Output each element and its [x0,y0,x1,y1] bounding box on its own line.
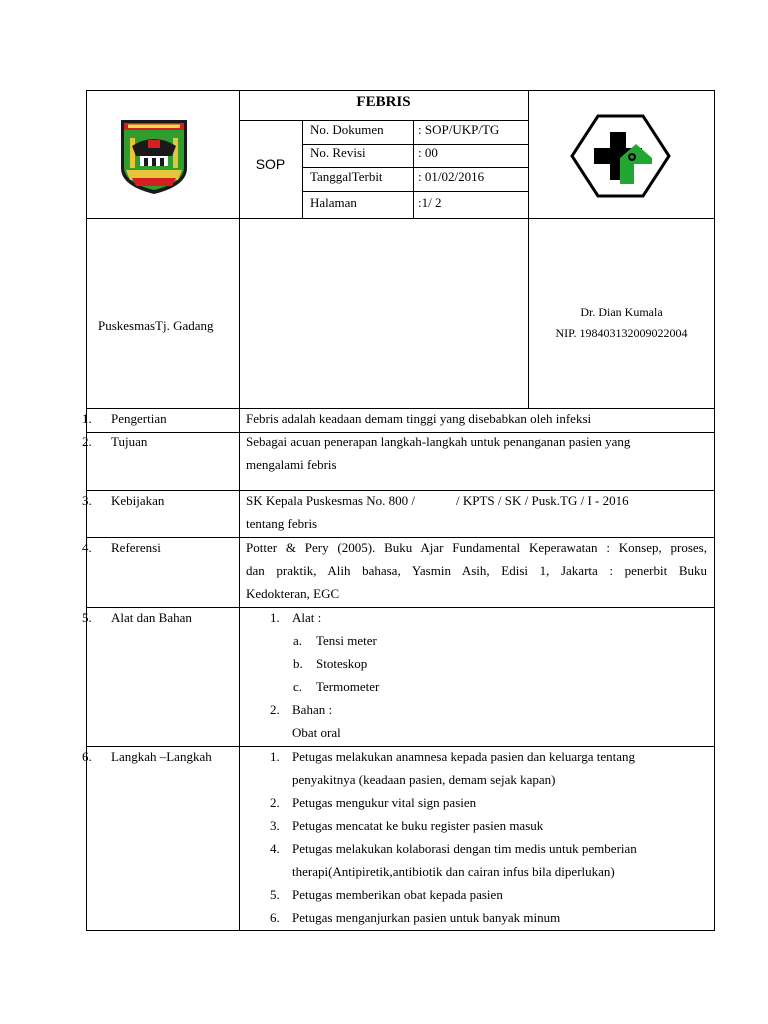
kabupaten-crest-icon [118,116,190,196]
list-number: 2. [270,702,280,717]
meta-row-divider [302,191,528,192]
meta-row-divider [302,167,528,168]
list-marker: a. [293,633,303,648]
section-number: 6. [82,749,92,764]
document-title: FEBRIS [356,94,411,110]
section-number: 5. [82,610,92,625]
tujuan-text-line: Sebagai acuan penerapan langkah-langkah untuk penanganan pasien yang [246,434,631,449]
section-number: 4. [82,540,92,555]
section-label-kebijakan: Kebijakan [111,493,165,508]
tujuan-text-line: mengalami febris [246,457,337,472]
header-row-divider [86,218,715,219]
section-divider [86,537,715,538]
pengertian-text: Febris adalah keadaan demam tinggi yang disebabkan oleh infeksi [246,411,592,426]
section-label-tujuan: Tujuan [111,434,148,449]
column-divider-right [528,90,529,408]
langkah-step: Petugas menganjurkan pasien untuk banyak minum [292,910,561,925]
meta-value-divider [413,120,414,218]
langkah-step: Petugas memberikan obat kepada pasien [292,887,503,902]
meta-value-tanggal: : 01/02/2016 [418,169,485,184]
langkah-step: Petugas melakukan kolaborasi dengan tim medis untuk pemberian [292,841,637,856]
list-number: 6. [270,910,280,925]
meta-label-halaman: Halaman [310,195,357,210]
bahan-item: Obat oral [292,725,341,740]
meta-value-dokumen: : SOP/UKP/TG [418,122,500,137]
section-number: 2. [82,434,92,449]
meta-label-revisi: No. Revisi [310,145,366,160]
meta-value-halaman: :1/ 2 [418,195,442,210]
section-divider [86,432,715,433]
langkah-step-continuation: therapi(Antipiretik,antibiotik dan cairan infus bila diperlukan) [292,864,615,879]
official-name: Dr. Dian Kumala [580,305,663,319]
section-label-referensi: Referensi [111,540,161,555]
referensi-text-line: dan praktik, Alih bahasa, Yasmin Asih, Edisi 1, Jakarta : penerbit Buku [246,563,707,578]
kebijakan-text-part: / KPTS / SK / Pusk.TG / I - 2016 [456,493,629,508]
alat-item: Stoteskop [316,656,368,671]
langkah-step-continuation: penyakitnya (keadaan pasien, demam sejak kapan) [292,772,556,787]
title-row-divider [239,120,528,121]
list-number: 1. [270,749,280,764]
section-number: 3. [82,493,92,508]
section-divider [86,490,715,491]
puskesmas-cross-icon [570,114,671,198]
list-number: 3. [270,818,280,833]
list-marker: c. [293,679,303,694]
kebijakan-text-part: SK Kepala Puskesmas No. 800 / [246,493,415,508]
meta-label-tanggal: TanggalTerbit [310,169,383,184]
meta-value-revisi: : 00 [418,145,438,160]
kebijakan-text-line: tentang febris [246,516,318,531]
langkah-step: Petugas mengukur vital sign pasien [292,795,477,810]
list-number: 4. [270,841,280,856]
list-number: 1. [270,610,280,625]
list-number: 5. [270,887,280,902]
alat-item: Termometer [316,679,380,694]
langkah-step: Petugas mencatat ke buku register pasien masuk [292,818,544,833]
official-nip: NIP. 198403132009022004 [555,326,688,340]
section-divider [86,746,715,747]
section-number: 1. [82,411,92,426]
section-divider [86,607,715,608]
meta-label-dokumen: No. Dokumen [310,122,384,137]
sign-row-divider [86,408,715,409]
institution-name: PuskesmasTj. Gadang [98,318,214,333]
bahan-heading: Bahan : [292,702,333,717]
referensi-text-line: Potter & Pery (2005). Buku Ajar Fundamental Keperawatan : Konsep, proses, [246,540,707,555]
alat-item: Tensi meter [316,633,377,648]
section-label-pengertian: Pengertian [111,411,167,426]
referensi-text-line: Kedokteran, EGC [246,586,340,601]
meta-label-divider [302,120,303,218]
column-divider-left [239,90,240,931]
section-label-langkah: Langkah –Langkah [111,749,212,764]
section-label-alat-bahan: Alat dan Bahan [111,610,192,625]
list-marker: b. [293,656,303,671]
sop-label: SOP [255,156,286,172]
list-number: 2. [270,795,280,810]
alat-heading: Alat : [292,610,322,625]
langkah-step: Petugas melakukan anamnesa kepada pasien dan keluarga tentang [292,749,636,764]
